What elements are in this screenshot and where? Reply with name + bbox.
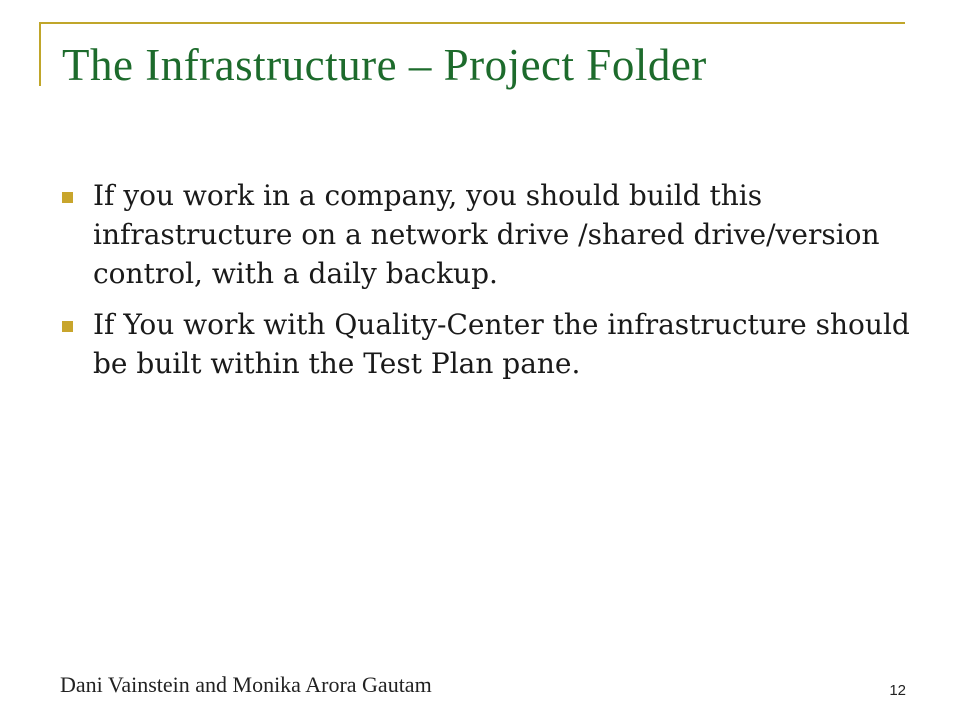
footer-author: Dani Vainstein and Monika Arora Gautam	[60, 672, 432, 697]
bullet-item	[62, 305, 922, 383]
page-number: 12	[889, 682, 906, 699]
square-bullet-icon	[62, 321, 73, 332]
bullet-item	[62, 176, 922, 293]
bullet-text: If you work in a company, you should build this infrastructure on a network drive /shared drive/version control, with a daily backup.	[93, 179, 880, 290]
bullet-list	[62, 176, 922, 395]
slide-title: The Infrastructure – Project Folder	[62, 40, 707, 90]
bullet-text: If You work with Quality-Center the infrastructure should be built within the Test Plan pane.	[93, 308, 910, 380]
square-bullet-icon	[62, 192, 73, 203]
frame-left-rule	[39, 22, 41, 86]
frame-top-rule	[39, 22, 905, 24]
